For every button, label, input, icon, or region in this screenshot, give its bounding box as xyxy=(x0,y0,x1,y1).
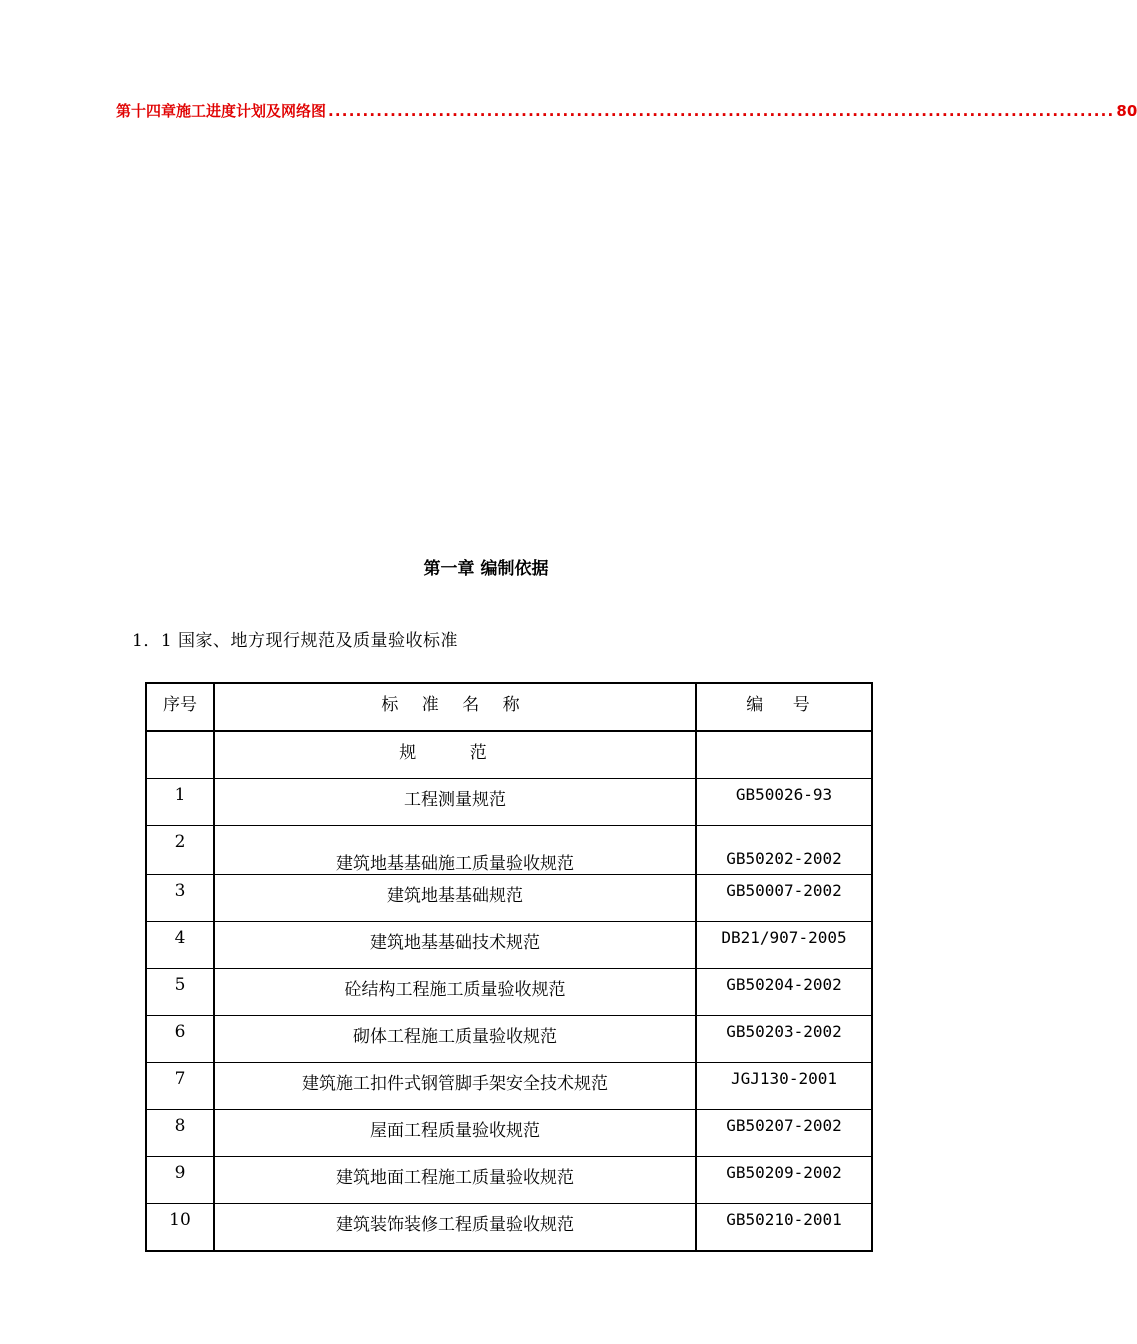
row-seq: 3 xyxy=(146,875,214,922)
row-code: GB50204-2002 xyxy=(696,969,872,1016)
standards-table xyxy=(145,682,873,1252)
toc-leader-dots: .................................................................................................................. xyxy=(328,102,1115,120)
header-name: 标 准 名 称 xyxy=(214,683,696,731)
table-row xyxy=(146,1204,872,1252)
group-code-empty xyxy=(696,731,872,779)
table-row xyxy=(146,1063,872,1110)
row-name: 砼结构工程施工质量验收规范 xyxy=(214,969,696,1016)
row-name: 建筑地基基础施工质量验收规范 xyxy=(214,826,696,875)
row-seq: 10 xyxy=(146,1204,214,1252)
row-code: GB50203-2002 xyxy=(696,1016,872,1063)
table-header-row xyxy=(146,683,872,731)
section-title: 1．1 国家、地方现行规范及质量验收标准 xyxy=(132,631,459,651)
row-code: DB21/907-2005 xyxy=(696,922,872,969)
row-code: GB50202-2002 xyxy=(696,826,872,875)
table-body xyxy=(146,779,872,1252)
row-seq: 9 xyxy=(146,1157,214,1204)
row-seq: 5 xyxy=(146,969,214,1016)
row-code: JGJ130-2001 xyxy=(696,1063,872,1110)
toc-entry-title[interactable]: 第十四章施工进度计划及网络图 xyxy=(116,102,327,120)
row-name: 工程测量规范 xyxy=(214,779,696,826)
row-seq: 1 xyxy=(146,779,214,826)
row-code: GB50026-93 xyxy=(696,779,872,826)
row-name: 建筑地基基础规范 xyxy=(214,875,696,922)
table-row xyxy=(146,1016,872,1063)
table-group-row xyxy=(146,731,872,779)
row-name: 建筑施工扣件式钢管脚手架安全技术规范 xyxy=(214,1063,696,1110)
row-code: GB50209-2002 xyxy=(696,1157,872,1204)
table-row xyxy=(146,1157,872,1204)
row-code: GB50007-2002 xyxy=(696,875,872,922)
table-row xyxy=(146,922,872,969)
row-name: 屋面工程质量验收规范 xyxy=(214,1110,696,1157)
row-name: 建筑地基基础技术规范 xyxy=(214,922,696,969)
row-seq: 2 xyxy=(146,826,214,875)
table-row xyxy=(146,969,872,1016)
group-seq-empty xyxy=(146,731,214,779)
row-name: 砌体工程施工质量验收规范 xyxy=(214,1016,696,1063)
row-code: GB50207-2002 xyxy=(696,1110,872,1157)
table-row xyxy=(146,826,872,875)
table-row xyxy=(146,779,872,826)
header-seq: 序号 xyxy=(146,683,214,731)
chapter-title: 第一章 编制依据 xyxy=(423,559,549,579)
row-seq: 6 xyxy=(146,1016,214,1063)
row-name: 建筑地面工程施工质量验收规范 xyxy=(214,1157,696,1204)
toc-entry[interactable] xyxy=(116,100,1137,121)
row-name: 建筑装饰装修工程质量验收规范 xyxy=(214,1204,696,1252)
row-seq: 4 xyxy=(146,922,214,969)
table-row xyxy=(146,1110,872,1157)
group-label: 规 范 xyxy=(214,731,696,779)
table-row xyxy=(146,875,872,922)
toc-page-number[interactable]: 80 xyxy=(1116,102,1137,120)
row-seq: 8 xyxy=(146,1110,214,1157)
row-code: GB50210-2001 xyxy=(696,1204,872,1252)
row-seq: 7 xyxy=(146,1063,214,1110)
header-code: 编 号 xyxy=(696,683,872,731)
